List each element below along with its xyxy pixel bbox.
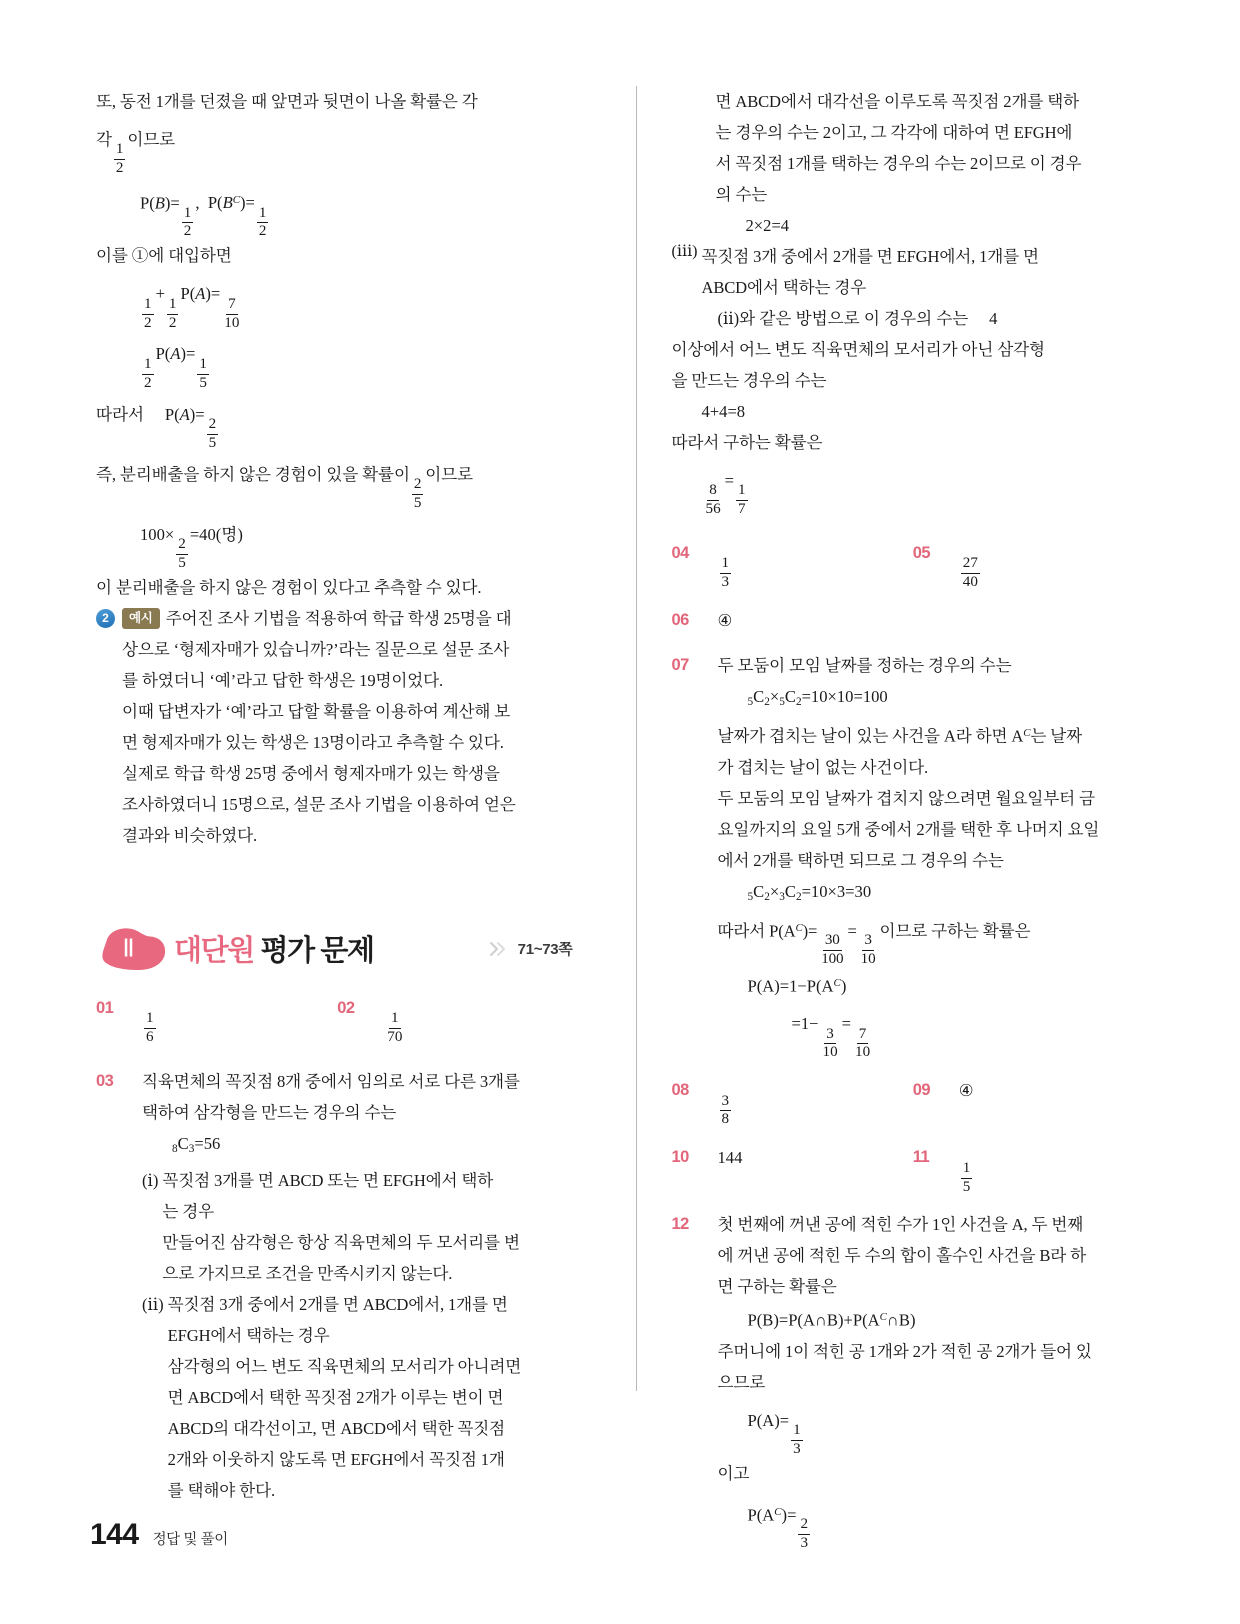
- fraction-08: $\frac{3}{8}$: [721, 1092, 730, 1128]
- case-ii: [142, 1289, 579, 1506]
- answer-value-08: [718, 1075, 913, 1128]
- answer-value-06: ④: [717, 611, 733, 631]
- answer-value-04: [718, 538, 913, 591]
- equation-5c2-times-5c2: $_5C_2\times_5C_2=10\times 10=100$: [747, 687, 888, 709]
- case-i: [142, 1165, 579, 1289]
- pa-term2: P(A)=: [155, 344, 196, 364]
- case-marker-ii: (ⅱ): [142, 1294, 164, 1314]
- equation-pac-line: 따라서 $P(A^C)=$ $\frac{30}{100}$ = $\frac{3}{10}$ 이므로 구하는 확률은: [717, 920, 1031, 968]
- fraction-b: $\frac{1}{2}$: [168, 295, 177, 331]
- fraction-two-fifths: $\frac{2}{5}$: [208, 415, 217, 451]
- equation-pa-complement-rule: $P(A)=1-P(A^C)$: [747, 976, 847, 996]
- intro-paragraph: 또, 동전 1개를 던졌을 때 앞면과 뒷면이 나올 확률은 각: [96, 92, 478, 111]
- fraction-30-100: $\frac{30}{100}$: [821, 932, 844, 968]
- answer-05: [913, 538, 1154, 591]
- case-iii-value: 4: [989, 309, 998, 328]
- page-number: 144: [90, 1518, 139, 1551]
- therefore-line: 따라서 구하는 확률은: [671, 433, 823, 452]
- event-definition-line: 가 겹치는 날이 없는 사건이다.: [717, 757, 929, 777]
- example-line: 이때 답변자가 ‘예’라고 답할 확률을 이용하여 계산해 보: [122, 701, 511, 721]
- solution-line: 면 구하는 확률은: [717, 1277, 837, 1297]
- question-number-09: 09: [912, 1081, 931, 1100]
- fraction-two-fifths-inline: $\frac{2}{5}$: [413, 475, 422, 511]
- fraction-1-7: $\frac{1}{7}$: [737, 482, 746, 518]
- fraction-11: $\frac{1}{5}$: [962, 1159, 971, 1195]
- right-column: [671, 86, 1155, 1552]
- answers-row-10-11: [672, 1142, 1155, 1195]
- equation-pa-result: =1− $\frac{3}{10}$ = $\frac{7}{10}$: [791, 1014, 871, 1061]
- fraction-fifth: $\frac{1}{5}$: [199, 355, 207, 391]
- summary-line: 을 만드는 경우의 수는: [671, 371, 827, 390]
- solution-line: 첫 번째에 꺼낸 공에 적힌 수가 1인 사건을 A, 두 번째: [717, 1215, 1084, 1235]
- summary-line: 이상에서 어느 변도 직육면체의 모서리가 아닌 삼각형: [671, 340, 1045, 359]
- solution-line: 에서 2개를 택하면 되므로 그 경우의 수는: [717, 850, 1004, 870]
- example-tag: 예시: [122, 608, 160, 629]
- answers-row-04-05: [672, 538, 1155, 591]
- equation-pac-12: $P(A^C)=$ $\frac{2}{3}$: [747, 1505, 808, 1552]
- solution-line: 요일까지의 요일 5개 중에서 2개를 택한 후 나머지 요일: [717, 819, 1100, 839]
- example-line: 결과와 비슷하였다.: [122, 825, 258, 845]
- case-marker-iii: (ⅲ): [671, 243, 698, 260]
- case-detail-line: 삼각형의 어느 변도 직육면체의 모서리가 아니려면: [167, 1356, 522, 1376]
- case-line: EFGH에서 택하는 경우: [167, 1325, 330, 1345]
- question-number-02: 02: [337, 998, 355, 1017]
- case-line: 꼭짓점 3개 중에서 2개를 면 EFGH에서, 1개를 면: [701, 247, 1039, 266]
- summary-03: [672, 334, 1155, 518]
- substitute-line: 이를 ①에 대입하면: [96, 246, 232, 266]
- answer-07: [672, 650, 1155, 1061]
- solution-line: 으므로: [717, 1372, 766, 1392]
- fraction-01: $\frac{1}{6}$: [146, 1009, 154, 1045]
- answer-11: [913, 1142, 1154, 1195]
- case-detail-line: 으로 가지므로 조건을 만족시키지 않는다.: [162, 1263, 453, 1283]
- answer-12: [672, 1209, 1155, 1552]
- pa-term3: P(A)=: [164, 404, 205, 424]
- footer-label: 정답 및 풀이: [152, 1532, 228, 1548]
- case-detail-line: 를 택해야 한다.: [167, 1480, 275, 1500]
- solution-line: 에 꺼낸 공에 적힌 두 수의 합이 홀수인 사건을 B라 하: [717, 1246, 1086, 1266]
- solution-line: 주머니에 1이 적힌 공 1개와 2가 적힌 공 2개가 들어 있: [717, 1341, 1092, 1361]
- answer-value-10: 144: [717, 1148, 743, 1168]
- fraction-half: $\frac{1}{2}$: [144, 355, 152, 391]
- question-number-04: 04: [671, 544, 689, 563]
- example-line: 면 형제자매가 있는 학생은 13명이라고 추측할 수 있다.: [122, 732, 504, 752]
- question-number-12: 12: [671, 1215, 689, 1234]
- fraction-05: $\frac{27}{40}$: [962, 555, 978, 591]
- complement-superscript: C: [1023, 727, 1031, 740]
- answer-value-11: [959, 1142, 1154, 1195]
- page-range-label: 71~73쪽: [517, 941, 573, 959]
- question-number-11: 11: [912, 1148, 930, 1167]
- example-line: 실제로 학급 학생 25명 중에서 형제자매가 있는 학생을: [122, 763, 500, 783]
- question-number-01: 01: [96, 998, 114, 1017]
- fraction-pbc: $\frac{1}{2}$: [258, 204, 267, 240]
- pa-term: P(A)=: [180, 284, 221, 304]
- equation-four-plus-four: 4+4=8: [701, 402, 746, 421]
- answer-value-02: [383, 993, 578, 1046]
- case-line: 는 경우: [162, 1201, 214, 1221]
- solution-line: 택하여 삼각형을 만드는 경우의 수는: [142, 1102, 397, 1122]
- unit-heading: [96, 919, 579, 979]
- equation-pa-12: P(A)= $\frac{1}{3}$: [747, 1410, 801, 1457]
- case-detail-line: 2개와 이웃하지 않도록 면 EFGH에서 꼭짓점 1개: [167, 1449, 505, 1469]
- fraction-c: $\frac{7}{10}$: [224, 295, 240, 331]
- answer-value-05: [959, 538, 1154, 591]
- answer-body-12: [718, 1209, 1155, 1552]
- connector-word: 이고: [717, 1463, 750, 1483]
- solution-line: 두 모둠이 모임 날짜를 정하는 경우의 수는: [717, 656, 1012, 676]
- fraction-04: $\frac{1}{3}$: [721, 555, 730, 591]
- equation-pb-decomposition: $P(B)=P(A\cap B)+P(A^C\cap B)$: [747, 1310, 916, 1330]
- conclusion-probability-line: 즉, 분리배출을 하지 않은 경험이 있을 확률이 $\frac{2}{5}$ 이므로: [96, 464, 473, 511]
- fraction-02: $\frac{1}{70}$: [387, 1009, 403, 1045]
- equation-final-probability-03: $\frac{8}{56}$ = $\frac{1}{7}$: [705, 471, 746, 518]
- example-block: [96, 603, 579, 851]
- fraction-7-10: $\frac{7}{10}$: [855, 1025, 871, 1061]
- answer-04: [672, 538, 913, 591]
- answers-row-01-02: [96, 993, 579, 1046]
- unit-title: [174, 928, 374, 969]
- case-detail-line: 만들어진 삼각형은 항상 직육면체의 두 모서리를 변: [162, 1232, 520, 1252]
- half-probability-line: 각 $\frac{1}{2}$ 이므로: [96, 130, 175, 177]
- answer-value-09: ④: [958, 1081, 974, 1101]
- case-line: 꼭짓점 3개를 면 ABCD 또는 면 EFGH에서 택하: [162, 1170, 494, 1190]
- step-number-badge: 2: [96, 609, 115, 628]
- fraction-a: $\frac{1}{2}$: [144, 295, 152, 331]
- unit-title-dark: 평가 문제: [260, 935, 374, 968]
- case-iii-same-method-line: (ⅱ)와 같은 방법으로 이 경우의 수는 4: [717, 309, 998, 328]
- column-divider: [636, 86, 637, 1391]
- chevrons-icon: [489, 941, 511, 957]
- case-line: 꼭짓점 3개 중에서 2개를 면 ABCD에서, 1개를 면: [167, 1294, 508, 1314]
- equation-pb-pbc: P(B)= $\frac{1}{2}$ , $P(B^C)=$ $\frac{1}{2}$: [140, 193, 267, 240]
- fraction-one-half: $\frac{1}{2}$: [115, 141, 124, 177]
- unit-title-pink: 대단원: [174, 935, 254, 968]
- example-line: 를 하였더니 ‘예’라고 답한 학생은 19명이었다.: [122, 670, 443, 690]
- case-detail-line: 면 ABCD에서 택한 꼭짓점 2개가 이루는 변이 면: [167, 1387, 504, 1407]
- cont-line: 의 수는: [715, 185, 768, 204]
- fraction-3-10-b: $\frac{3}{10}$: [822, 1025, 838, 1061]
- case-detail-line: ABCD의 대각선이고, 면 ABCD에서 택한 꼭짓점: [167, 1418, 505, 1438]
- unit-badge: [96, 925, 168, 972]
- equation-two-times-two: 2×2=4: [745, 216, 790, 235]
- equation-combination-8c3: $_8C_3=56$: [172, 1133, 221, 1155]
- pb-lhs: P(B)=: [140, 193, 180, 213]
- answer-body-07: [718, 650, 1155, 1061]
- question-number-05: 05: [912, 544, 931, 563]
- unit-roman-numeral: Ⅱ: [122, 935, 136, 963]
- question-number-03: 03: [96, 1071, 114, 1090]
- page-reference: [489, 938, 579, 959]
- answer-08: [672, 1075, 913, 1128]
- equation-5c2-times-3c2: $_5C_2\times_3C_2=10\times 3=30$: [747, 881, 872, 903]
- pbc-lhs: $P(B^C)=$: [207, 193, 255, 213]
- cont-line: 는 경우의 수는 2이고, 그 각각에 대하여 면 EFGH에: [715, 123, 1073, 142]
- answer-02: [337, 993, 578, 1046]
- final-inference-line: 이 분리배출을 하지 않은 경험이 있다고 추측할 수 있다.: [96, 577, 482, 597]
- cont-line: 면 ABCD에서 대각선을 이루도록 꼭짓점 2개를 택하: [715, 92, 1079, 111]
- case-line: ABCD에서 택하는 경우: [701, 278, 867, 297]
- answer-09: [913, 1075, 1154, 1106]
- answer-03: [96, 1066, 579, 1506]
- left-column: [96, 86, 601, 1500]
- question-number-10: 10: [671, 1148, 689, 1167]
- equation-half-pa: [96, 331, 579, 391]
- fraction-two-fifths-count: $\frac{2}{5}$: [178, 535, 186, 571]
- question-number-07: 07: [671, 656, 689, 675]
- answers-row-08-09: [672, 1075, 1155, 1128]
- fraction-8-56: $\frac{8}{56}$: [705, 482, 721, 518]
- answer-01: [96, 993, 337, 1046]
- equation-count-people: 100× $\frac{2}{5}$ =40(명): [140, 524, 243, 571]
- event-definition-line: 날짜가 겹치는 날이 있는 사건을 A라 하면 $A^C$는 날짜: [717, 726, 1083, 746]
- question-number-08: 08: [671, 1081, 689, 1100]
- answer-body-03: [142, 1066, 579, 1506]
- example-line: 상으로 ‘형제자매가 있습니까?’라는 질문으로 설문 조사: [122, 639, 510, 659]
- answer-10: [672, 1142, 913, 1173]
- fraction-2-3: $\frac{2}{3}$: [800, 1516, 808, 1552]
- fraction-1-3: $\frac{1}{3}$: [793, 1421, 801, 1457]
- continuation-03: [672, 86, 1155, 241]
- cont-line: 서 꼭짓점 1개를 택하는 경우의 수는 2이므로 이 경우: [715, 154, 1082, 173]
- solution-line: 두 모둠의 모임 날짜가 겹치지 않으려면 월요일부터 금: [717, 788, 1095, 808]
- equation-substituted: $\frac{1}{2}$ + $\frac{1}{2}$ P(A)= $\frac{7}{10}$: [144, 284, 240, 331]
- case-iii: [672, 241, 1155, 334]
- answer-06: [672, 605, 1155, 636]
- example-line: 조사하였더니 15명으로, 설문 조사 기법을 이용하여 얻은: [122, 794, 516, 814]
- page-footer: [90, 1518, 228, 1552]
- question-number-06: 06: [671, 611, 689, 630]
- fraction-pb: $\frac{1}{2}$: [183, 204, 192, 240]
- equation-therefore-pa: 따라서 P(A)= $\frac{2}{5}$: [96, 404, 217, 451]
- solution-line: 직육면체의 꼭짓점 8개 중에서 임의로 서로 다른 3개를: [142, 1071, 520, 1091]
- case-marker-i: (ⅰ): [142, 1170, 159, 1190]
- answer-value-01: [142, 993, 337, 1046]
- fraction-3-10: $\frac{3}{10}$: [860, 932, 876, 968]
- example-first-line: 예시 주어진 조사 기법을 적용하여 학급 학생 25명을 대: [122, 603, 579, 634]
